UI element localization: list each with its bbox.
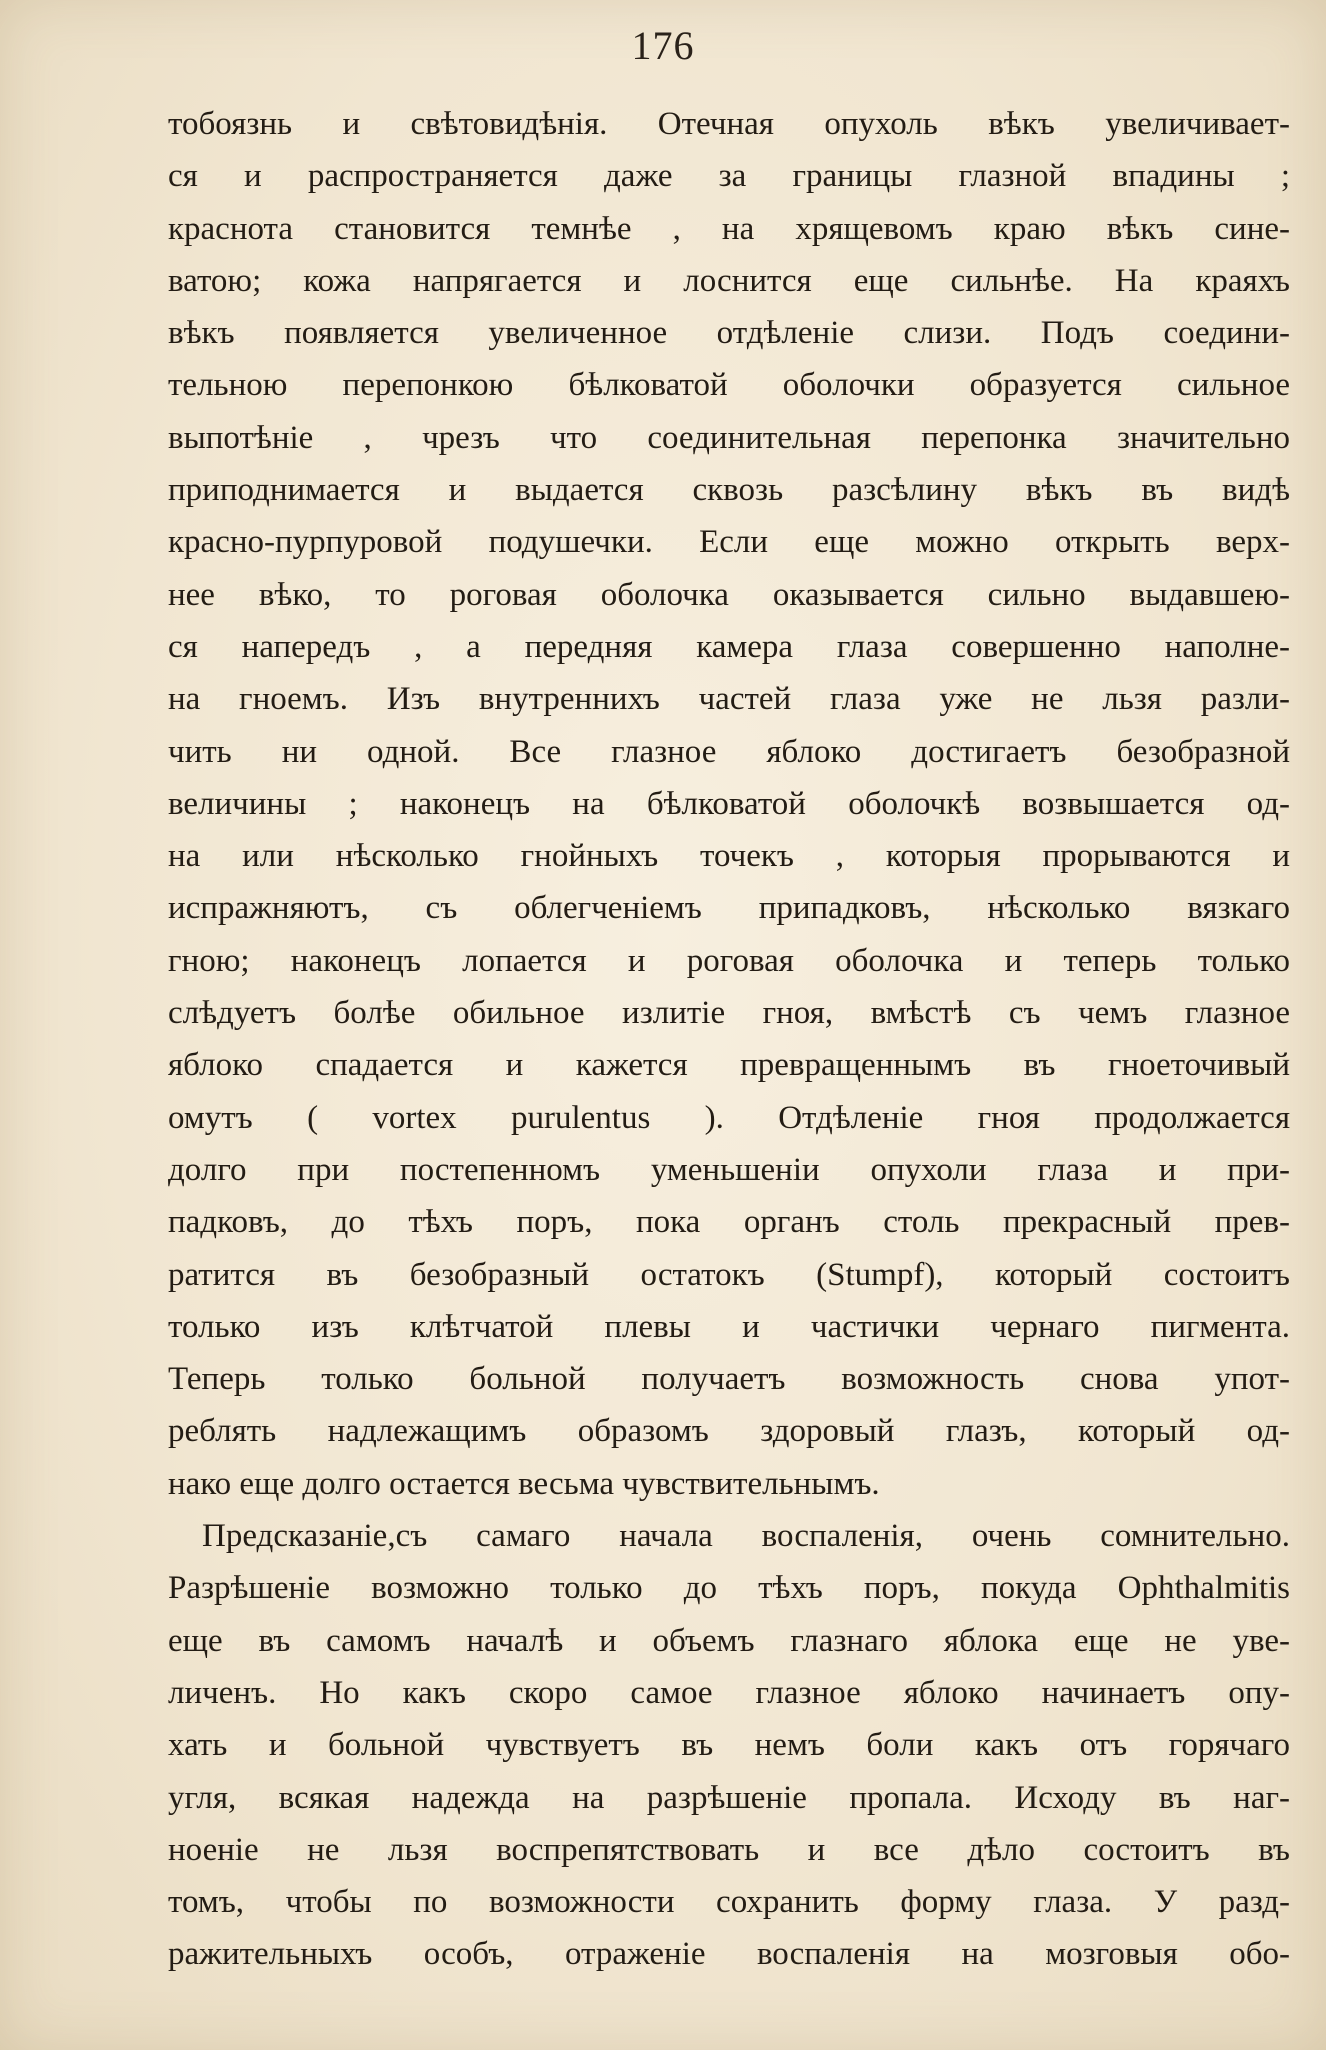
text-line: личенъ. Но какъ скоро самое глазное яблоко начинаетъ опу- (168, 1674, 1290, 1711)
text-line: падковъ, до тѣхъ поръ, пока органъ столь прекрасный прев- (168, 1204, 1290, 1241)
text-line: хать и больной чувствуетъ въ немъ боли какъ отъ горячаго (168, 1727, 1290, 1764)
text-line: тельною перепонкою бѣлковатой оболочки образуется сильное (168, 367, 1290, 404)
text-line: еще въ самомъ началѣ и объемъ глазнаго яблока еще не уве- (168, 1622, 1290, 1659)
text-line: нее вѣко, то роговая оболочка оказывается сильно выдавшею- (168, 576, 1290, 613)
text-line: приподнимается и выдается сквозь разсѣлину вѣкъ въ видѣ (168, 472, 1290, 509)
text-line: Разрѣшеніе возможно только до тѣхъ поръ, покуда Ophthalmitis (168, 1570, 1290, 1607)
text-line: тобоязнь и свѣтовидѣнія. Отечная опухоль вѣкъ увеличивает- (168, 106, 1290, 142)
text-line: ватою; кожа напрягается и лоснится еще сильнѣе. На краяхъ (168, 262, 1290, 299)
text-line: на или нѣсколько гнойныхъ точекъ , которыя прорываются и (168, 838, 1290, 875)
text-line: испражняютъ, съ облегченіемъ припадковъ, нѣсколько вязкаго (168, 890, 1290, 927)
text-line: Предсказаніе,съ самаго начала воспаленія, очень сомнительно. (202, 1518, 1290, 1555)
text-line: реблять надлежащимъ образомъ здоровый глазъ, который од- (168, 1413, 1290, 1450)
text-line: выпотѣніе , чрезъ что соединительная перепонка значительно (168, 419, 1290, 456)
text-line: угля, всякая надежда на разрѣшеніе пропала. Исходу въ наг- (168, 1779, 1290, 1816)
text-line: слѣдуетъ болѣе обильное излитіе гноя, вмѣстѣ съ чемъ глазное (168, 995, 1290, 1032)
text-line: на гноемъ. Изъ внутреннихъ частей глаза уже не льзя разли- (168, 681, 1290, 718)
body-text (168, 98, 1290, 1981)
text-line: ся и распространяется даже за границы глазной впадины ; (168, 158, 1290, 195)
text-line: ражительныхъ особъ, отраженіе воспаленія на мозговыя обо- (168, 1936, 1290, 1973)
text-line: краснота становится темнѣе , на хрящевомъ краю вѣкъ сине- (168, 210, 1290, 247)
text-line: величины ; наконецъ на бѣлковатой оболочкѣ возвышается од- (168, 785, 1290, 822)
text-line: вѣкъ появляется увеличенное отдѣленіе слизи. Подъ соедини- (168, 315, 1290, 352)
text-line: ратится въ безобразный остатокъ (Stumpf), который состоитъ (168, 1256, 1290, 1293)
text-line: красно-пурпуровой подушечки. Если еще можно открыть верх- (168, 524, 1290, 561)
text-line: ся напередъ , а передняя камера глаза совершенно наполне- (168, 628, 1290, 665)
text-line: яблоко спадается и кажется превращеннымъ въ гноеточивый (168, 1047, 1290, 1084)
text-line: нако еще долго остается весьма чувствительнымъ. (168, 1465, 880, 1502)
text-line: чить ни одной. Все глазное яблоко достигаетъ безобразной (168, 733, 1290, 770)
text-line: томъ, чтобы по возможности сохранить форму глаза. У разд- (168, 1884, 1290, 1921)
page-number: 176 (631, 23, 695, 68)
text-line: Теперь только больной получаетъ возможность снова упот- (168, 1361, 1290, 1398)
text-line: долго при постепенномъ уменьшеніи опухоли глаза и при- (168, 1151, 1290, 1188)
text-line: гною; наконецъ лопается и роговая оболочка и теперь только (168, 942, 1290, 979)
text-line: только изъ клѣтчатой плевы и частички чернаго пигмента. (168, 1308, 1290, 1345)
text-line: омутъ ( vortex purulentus ). Отдѣленіе гноя продолжается (168, 1099, 1290, 1136)
text-line: ноеніе не льзя воспрепятствовать и все дѣло состоитъ въ (168, 1831, 1290, 1868)
